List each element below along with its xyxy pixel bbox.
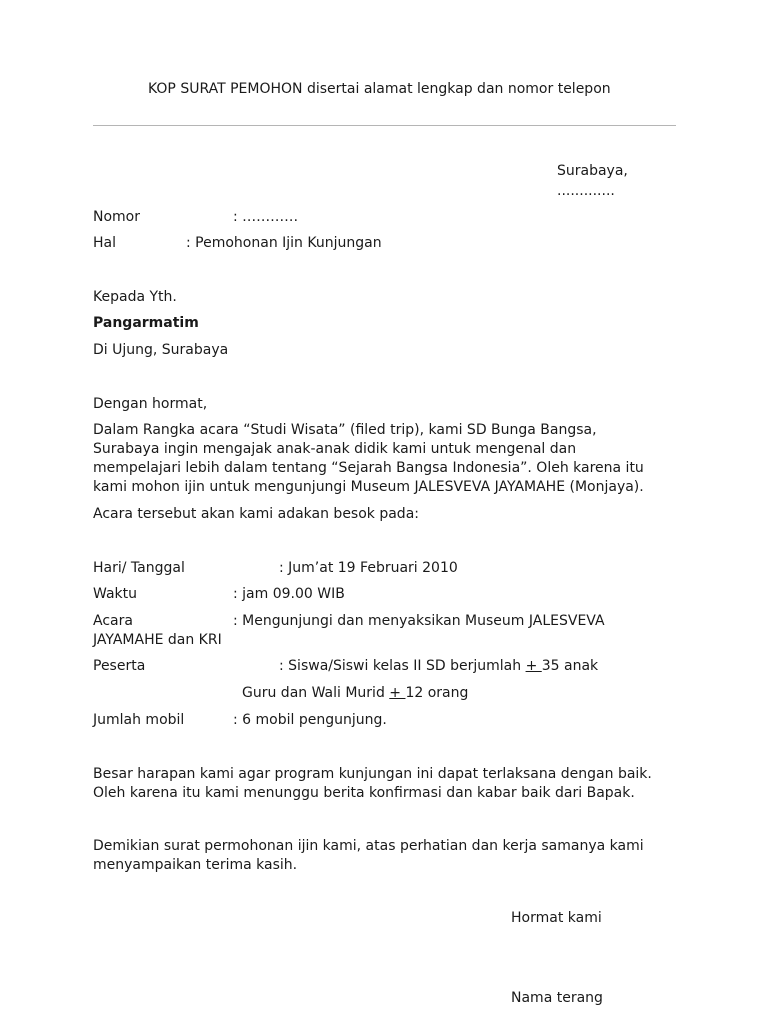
- para2-line: Besar harapan kami agar program kunjungan ini dapat terlaksana dengan baik.: [93, 766, 652, 782]
- waktu-value: : jam 09.00 WIB: [233, 586, 345, 602]
- guru-value-text: Guru dan Wali Murid: [242, 685, 390, 701]
- nomor-value: : …………: [233, 209, 299, 225]
- recipient-salutation: Kepada Yth.: [93, 289, 177, 305]
- nomor-label: Nomor: [93, 209, 140, 225]
- guru-value: [242, 683, 468, 703]
- hal-label: Hal: [93, 235, 116, 251]
- para1-line: Dalam Rangka acara “Studi Wisata” (filed trip), kami SD Bunga Bangsa,: [93, 422, 597, 438]
- hari-label: Hari/ Tanggal: [93, 560, 185, 576]
- greeting: Dengan hormat,: [93, 396, 208, 412]
- para1-line: kami mohon ijin untuk mengunjungi Museum JALESVEVA JAYAMAHE (Monjaya).: [93, 479, 644, 495]
- acara-value-continued: JAYAMAHE dan KRI: [93, 632, 222, 648]
- letterhead-divider: [93, 125, 676, 126]
- guru-count: 12 orang: [405, 685, 469, 701]
- mobil-value: : 6 mobil pengunjung.: [233, 712, 387, 728]
- hari-value: : Jum’at 19 Februari 2010: [279, 560, 458, 576]
- peserta-value-text: : Siswa/Siswi kelas II SD berjumlah: [279, 658, 526, 674]
- peserta-value: [279, 656, 598, 676]
- acara-value: : Mengunjungi dan menyaksikan Museum JALESVEVA: [233, 613, 605, 629]
- para2-line: Oleh karena itu kami menunggu berita konfirmasi dan kabar baik dari Bapak.: [93, 785, 635, 801]
- para1-line: Surabaya ingin mengajak anak-anak didik kami untuk mengenal dan: [93, 441, 577, 457]
- letterhead-text: KOP SURAT PEMOHON disertai alamat lengkap dan nomor telepon: [148, 81, 611, 97]
- plus-minus-sign: +: [389, 685, 406, 701]
- waktu-label: Waktu: [93, 586, 137, 602]
- regards-text: Hormat kami: [511, 910, 602, 926]
- peserta-count: 35 anak: [541, 658, 599, 674]
- details-intro: Acara tersebut akan kami adakan besok pada:: [93, 506, 419, 522]
- plus-minus-sign: +: [525, 658, 542, 674]
- para3-line: Demikian surat permohonan ijin kami, atas perhatian dan kerja samanya kami: [93, 838, 644, 854]
- place-date: .............: [557, 183, 615, 199]
- para3-line: menyampaikan terima kasih.: [93, 857, 298, 873]
- peserta-label: Peserta: [93, 658, 146, 674]
- recipient-name: Pangarmatim: [93, 315, 199, 331]
- mobil-label: Jumlah mobil: [93, 712, 185, 728]
- recipient-address: Di Ujung, Surabaya: [93, 342, 229, 358]
- signature-name: Nama terang: [511, 990, 603, 1006]
- place-city: Surabaya,: [557, 163, 628, 179]
- acara-label: Acara: [93, 613, 133, 629]
- hal-value: : Pemohonan Ijin Kunjungan: [186, 235, 382, 251]
- para1-line: mempelajari lebih dalam tentang “Sejarah Bangsa Indonesia”. Oleh karena itu: [93, 460, 644, 476]
